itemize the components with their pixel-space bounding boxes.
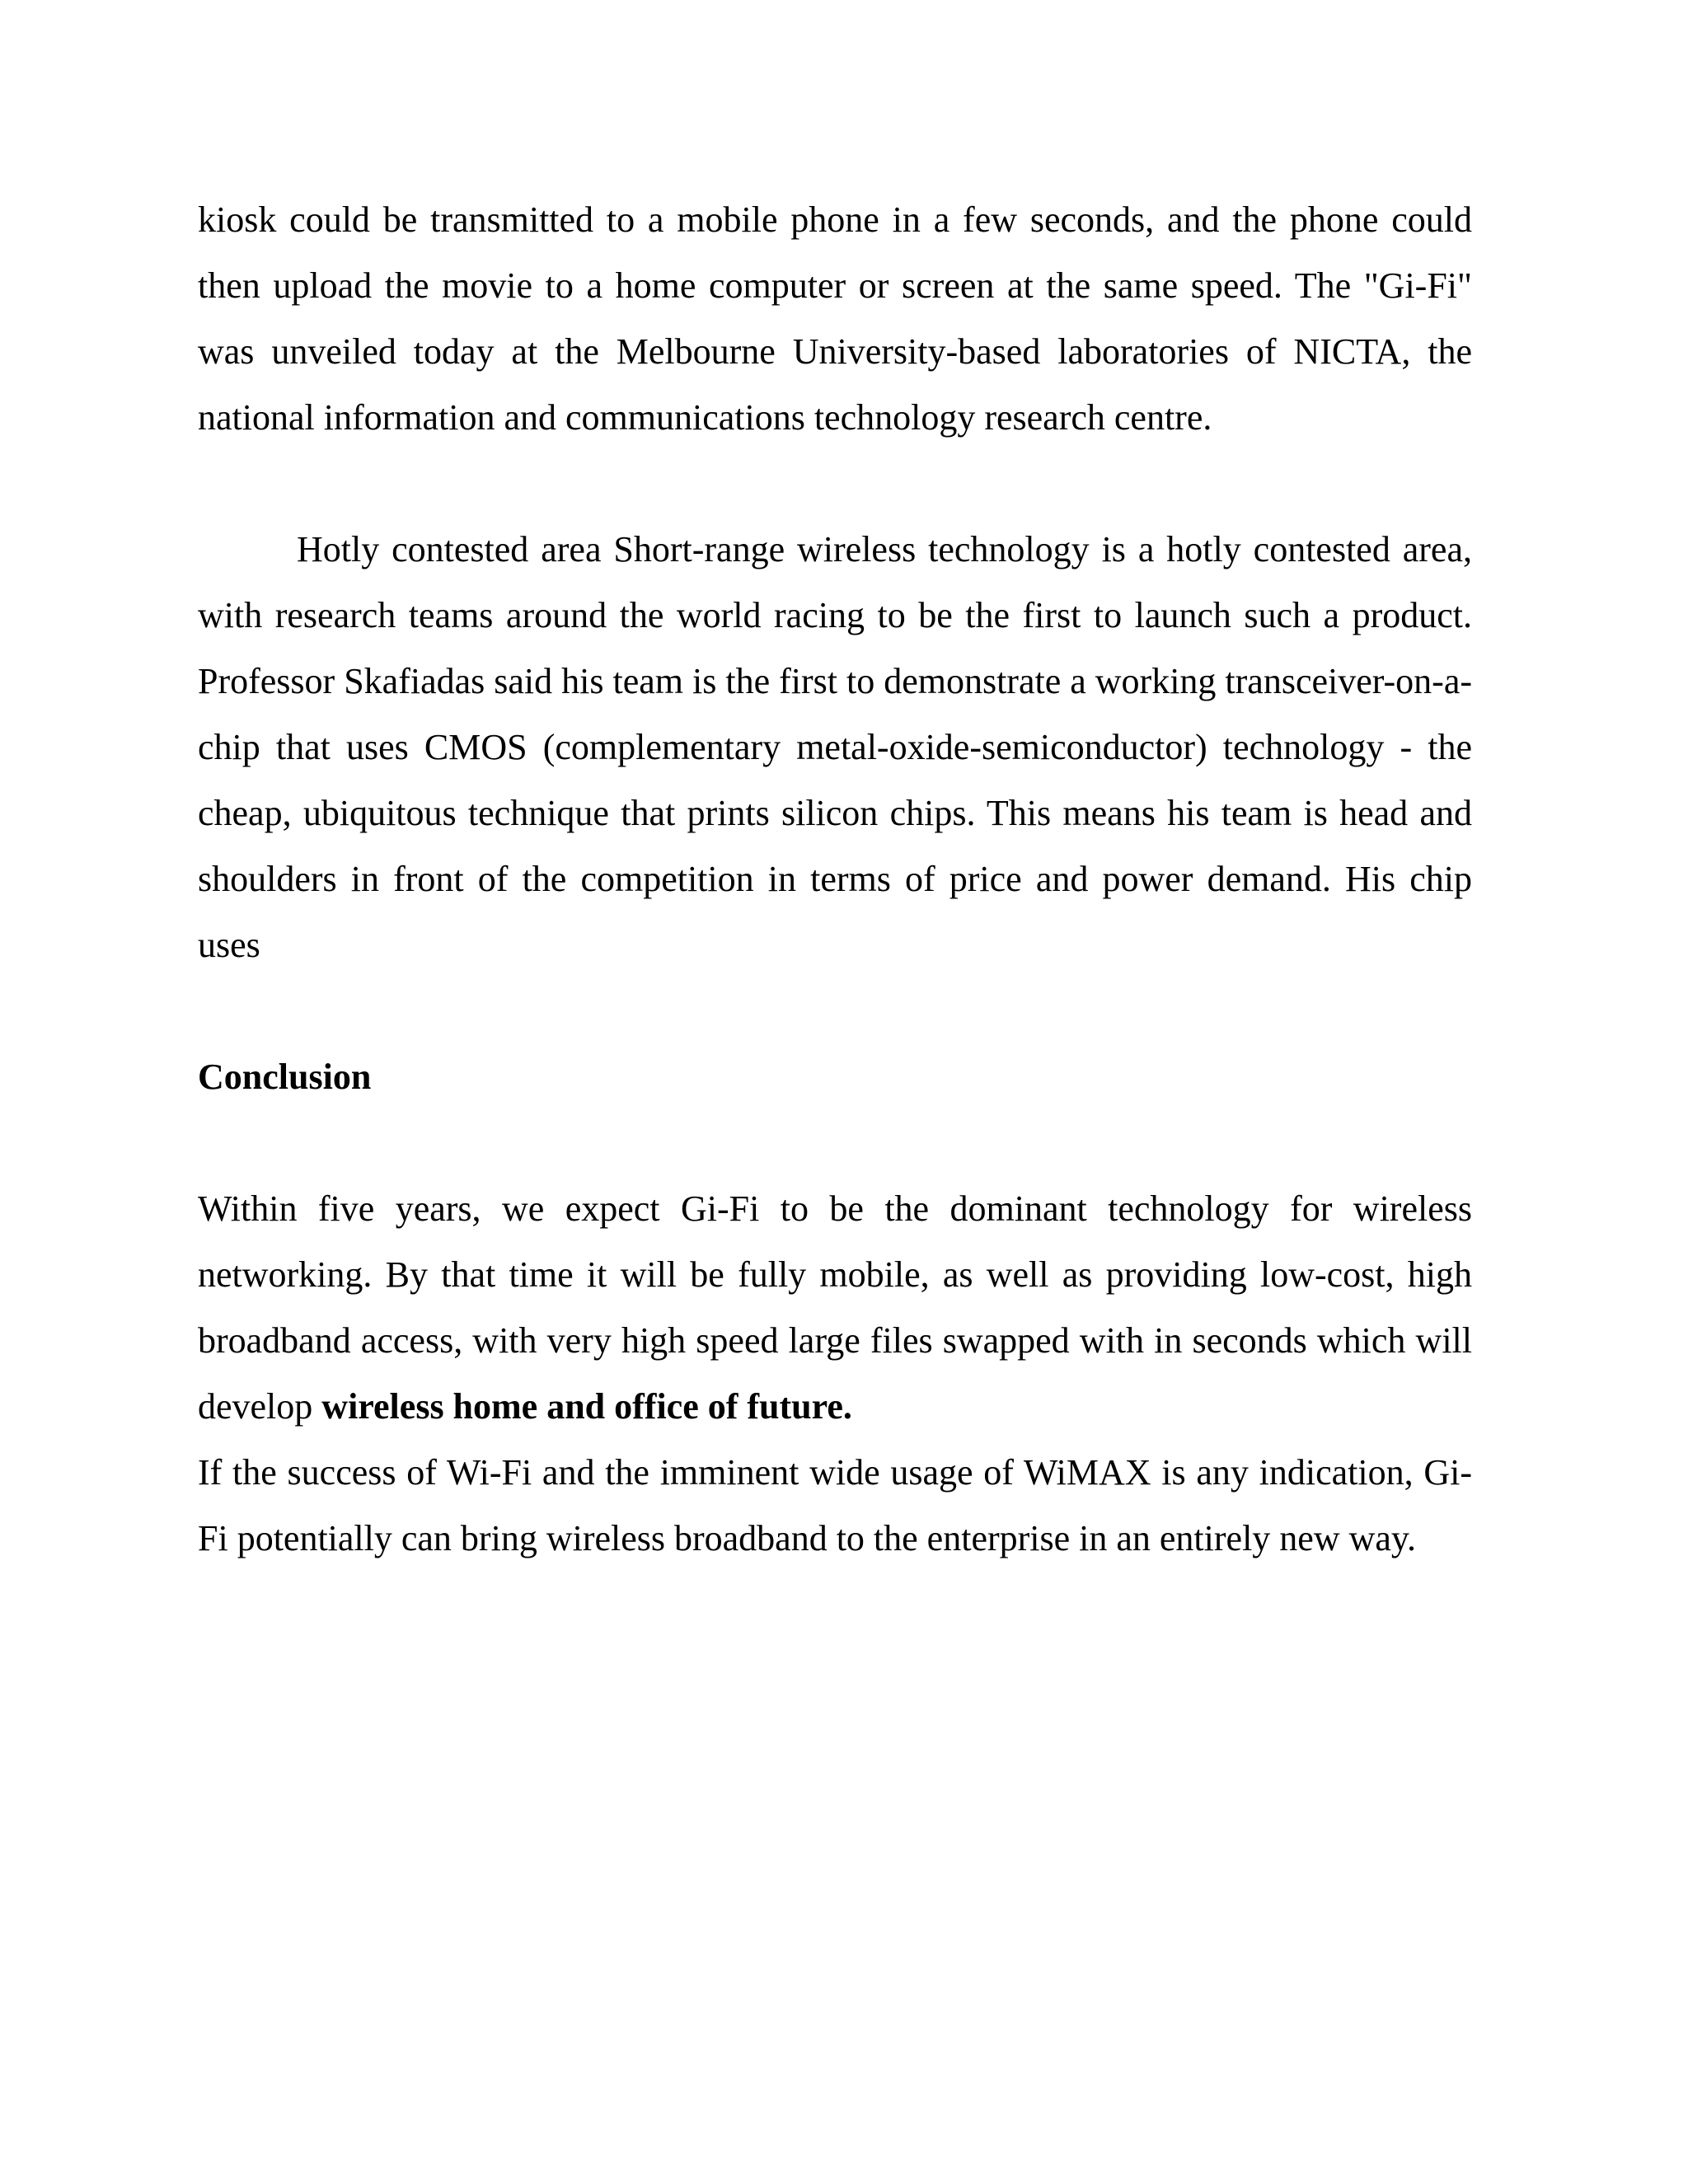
conclusion-paragraph-text: Within five years, we expect Gi-Fi to be the dominant technology for wireless networking. By that time it will be fully mobile, as well as providing low-cost, high broadband access, with very high speed large files swapped with in seconds which will develop — [198, 1188, 1472, 1427]
conclusion-emphasis: wireless home and office of future. — [321, 1386, 852, 1427]
paragraph-gifi-unveiling: kiosk could be transmitted to a mobile phone in a few seconds, and the phone could then upload the movie to a home computer or screen at the same speed. The "Gi-Fi" was unveiled today at the Melbourne University-based laboratories of NICTA, the national information and communications technology research centre. — [198, 199, 1472, 438]
conclusion-body — [198, 1176, 1472, 1572]
conclusion-second-paragraph: If the success of Wi-Fi and the imminent wide usage of WiMAX is any indication, Gi-Fi potentially can bring wireless broadband to the enterprise in an entirely new way. — [198, 1452, 1472, 1558]
paragraph-hotly-contested-area: Hotly contested area Short-range wireless technology is a hotly contested area, with research teams around the world racing to be the first to launch such a product. Professor Skafiadas said his team is the first to demonstrate a working transceiver-on-a-chip that uses CMOS (complementary metal-oxide-semiconductor) technology - the cheap, ubiquitous technique that prints silicon chips. This means his team is head and shoulders in front of the competition in terms of price and power demand. His chip uses — [198, 529, 1473, 965]
conclusion-heading: Conclusion — [198, 1057, 372, 1097]
